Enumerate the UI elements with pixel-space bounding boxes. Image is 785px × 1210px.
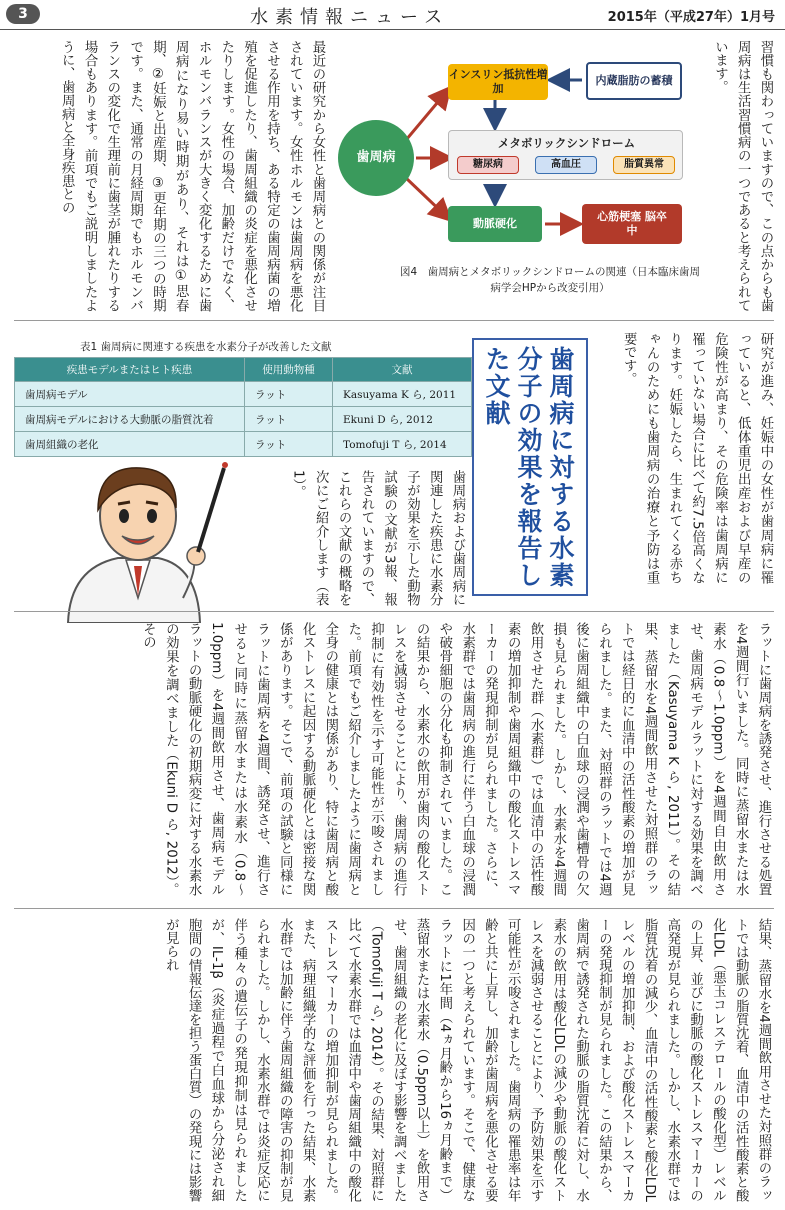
arrow-to-insulin — [406, 90, 448, 140]
infarction-stroke-box: 心筋梗塞 脳卒中 — [582, 204, 682, 244]
section4-column: 結果、蒸留水を4週間飲用させた対照群のラットでは動脈の脂質沈着、血清中の活性酸素と酸化LDL（悪玉コレステロールの酸化型）レベルの上昇、並びに動脈の酸化ストレスマーカーの高発現が見られました。しかし、水素水群では脂質沈着の減少、血清中の活性酸素と酸化LDLレベルの増加抑制、および酸化ストレスマーカーの発現抑制が見られました。この結果から、歯周病で誘発された動脈の脂質沈着に対し、水素水の飲用は酸化LDLの減少や動脈の酸化ストレスを減弱させることにより、予防効果を示す可能性が示唆されました。歯周病の罹患率は年齢と共に上昇し、加齢が歯周病を悪化させる要因の一つと考えられています。そこで、健康なラットに1年間（4ヵ月齢から16ヵ月齢まで）蒸留水または水素水（0.5ppm以上）を飲用させ、歯周組織の老化に及ぼす影響を調べました（Tomofuji T ら, 2014）。その結果、対照群に比べて水素水群では血清中や歯周組織中の酸化ストレスマーカーの増加抑制が見られました。また、病理組織学的な評価を行った結果、水素水群では加齢に伴う歯周組織の障害の抑制が見られました。しかし、水素水群では炎症反応に伴う種々の遺伝子の発現抑制は見られましたが、IL-1β（炎症過程で白血球から分泌され細胞間の情報伝達を担う蛋白質）の発現には影響が見られ — [163, 918, 771, 1202]
article-title: 歯周病に対する水素分子の効果を報告した文献 — [482, 346, 575, 589]
header-animal: 使用動物種 — [245, 358, 333, 382]
issue-date: 2015年（平成27年）1月号 — [607, 10, 775, 25]
metabolic-syndrome-label: メタボリックシンドローム — [497, 136, 636, 150]
newsletter-title: 水素情報ニュース — [250, 7, 450, 28]
insulin-resistance-box: インスリン抵抗性増加 — [448, 64, 548, 100]
section2-left-column: 歯周病および歯周病に関連した疾患に水素分子が効果を示した動物試験の文献が3報、報告されていますので、これらの文献の概略を次にご紹介します（表1）。 — [290, 470, 465, 606]
page-number-badge: 3 — [6, 4, 40, 24]
header-reference: 文献 — [333, 358, 472, 382]
arrow-to-arteriosclerosis — [406, 178, 448, 218]
figure-4-caption: 図4 歯周病とメタボリックシンドロームの関連（日本臨床歯周病学会HPから改変引用） — [400, 266, 700, 294]
section1-right-column: 習慣も関わっていますので、この点からも歯周病は生活習慣病の一つであると考えられています。 — [712, 40, 773, 312]
cell-reference: Tomofuji T ら, 2014 — [333, 432, 472, 457]
table-header-row — [15, 358, 472, 382]
arteriosclerosis-box: 動脈硬化 — [448, 206, 542, 242]
section-divider-1 — [14, 320, 774, 321]
visceral-fat-box: 内蔵脂肪の蓄積 — [586, 62, 682, 100]
periodontal-disease-label: 歯周病 — [356, 150, 396, 165]
cell-disease: 歯周病モデル — [15, 382, 245, 407]
hypertension-tag: 高血圧 — [535, 156, 597, 174]
cell-disease: 歯周組織の老化 — [15, 432, 245, 457]
table-row — [15, 407, 472, 432]
header-disease-model: 疾患モデルまたはヒト疾患 — [15, 358, 245, 382]
table-1 — [14, 357, 472, 457]
diabetes-tag: 糖尿病 — [457, 156, 519, 174]
teacher-illustration — [58, 448, 228, 623]
section1-left-column: 最近の研究から女性と歯周病との関係が注目されています。女性ホルモンは歯周病を悪化させる作用を持ち、ある特定の歯周病菌の増殖を促進したり、歯周組織の炎症を悪化させたりします。女性の場合、加齢だけでなく、ホルモンバランスが大きく変化するために歯周病になり易い時期があり、それは①思春期、②妊娠と出産期、③更年期の三つの時期です。また、通常の月経周期でもホルモンバランスの変化で生理前に歯茎が腫れたりする場合もあります。前項でもご説明しましたように、歯周病と全身疾患との — [59, 40, 325, 312]
dyslipidemia-tag: 脂質異常 — [613, 156, 675, 174]
section2-right-column: 研究が進み、妊娠中の女性が歯周病に罹っていると、低体重児出産および早産の危険性が高まり、その危険率は歯周病に罹っていない場合に比べて約7.5倍高くなります。妊娠したら、生まれてくる赤ちゃんのためにも歯周病の治療と予防は重要です。 — [621, 332, 773, 584]
page-header — [0, 0, 785, 30]
table-row — [15, 382, 472, 407]
article-title-box — [472, 338, 588, 596]
cell-animal: ラット — [245, 382, 333, 407]
cell-animal: ラット — [245, 432, 333, 457]
metabolic-syndrome-box — [448, 130, 683, 180]
cell-animal: ラット — [245, 407, 333, 432]
cell-reference: Ekuni D ら, 2012 — [333, 407, 472, 432]
cell-disease: 歯周病モデルにおける大動脈の脂質沈着 — [15, 407, 245, 432]
table-1-title: 表1 歯周病に関連する疾患を水素分子が改善した文献 — [80, 341, 332, 353]
cell-reference: Kasuyama K ら, 2011 — [333, 382, 472, 407]
section3-column: ラットに歯周病を誘発させ、進行させる処置を4週間行いました。同時に蒸留水または水素水（0.8〜1.0ppm）を4週間自由飲用させ、歯周病モデルラットに対する効果を調べました（Kasuyama K ら, 2011）。その結果、蒸留水を4週間飲用させた対照群のラットでは経日的に血清中の活性酸素の増加が見られました。また、対照群のラットでは4週後に歯周組織中の白血球の浸潤や歯槽骨の欠損も見られました。しかし、水素水を4週間飲用させた群（水素群）では血清中の活性酸素の増加抑制や歯周組織中の酸化ストレスマーカーの発現抑制が見られました。さらに、水素群では歯周病の進行に伴う白血球の浸潤や破骨細胞の分化も抑制されていました。この結果から、水素水の飲用が歯肉の酸化ストレスを減弱させることにより、歯周病の進行抑制に有効性を示す可能性が示唆されました。前項でもご紹介しましたように歯周病と全身の健康とは関係があり、特に歯周病と酸化ストレスに起因する動脈硬化とは密接な関係があります。そこで、前項の試験と同様にラットに歯周病を4週間、誘発させ、進行させると同時に蒸留水または水素水（0.8〜1.0ppm）を4週間飲用させ、歯周病モデルラットの動脈硬化の初期病変に対する水素水の効果を調べました（Ekuni D ら, 2012）。その — [140, 622, 771, 896]
section-divider-3 — [14, 908, 774, 909]
section-divider-2 — [14, 611, 774, 612]
figure-4-diagram — [330, 42, 720, 267]
